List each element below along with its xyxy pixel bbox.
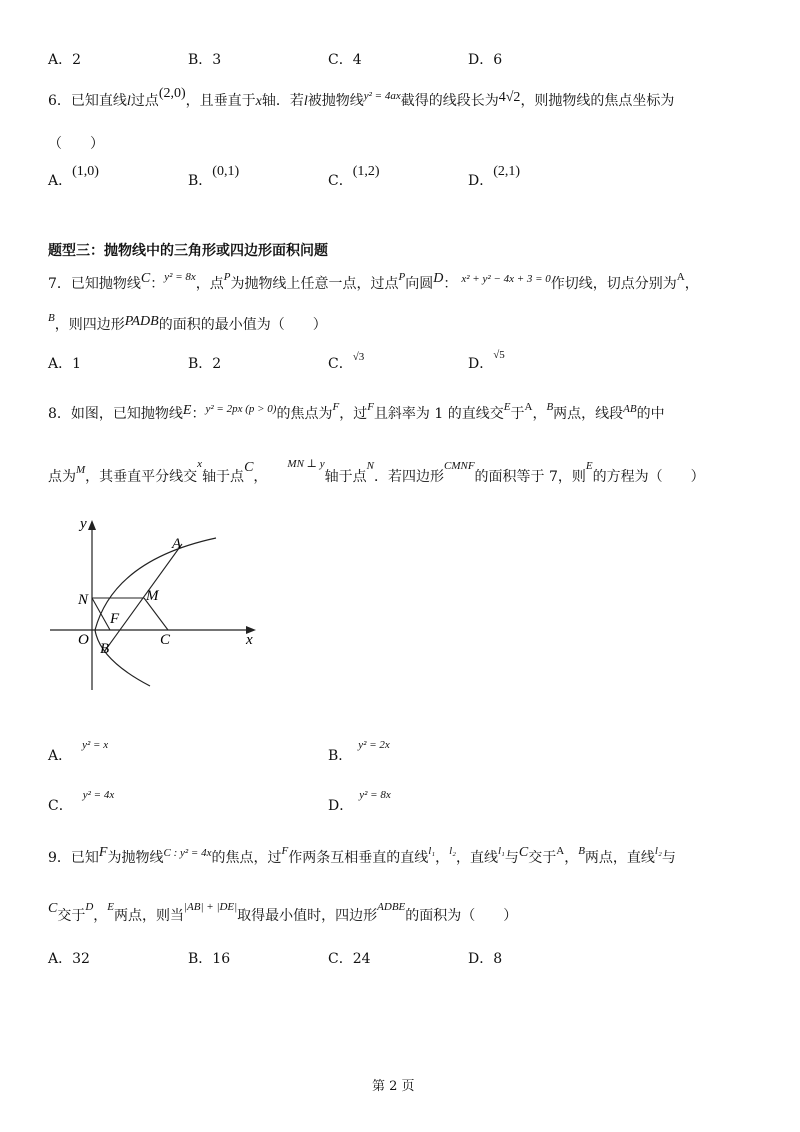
q8-stem-line1: 8．如图，已知抛物线E：$^{y^2 = 2px (p > 0)}$的焦点为$^F$，过$^F$且斜率为 1 的直线交$^E$于$^A$，$^B$两点，线段$^{AB}$的中 [48, 401, 665, 422]
q5-option-a: A．2 [48, 52, 82, 68]
q6-stem-line1: 6．已知直线l过点(2,0)，且垂直于x轴．若l被抛物线$^{y^2 = 4ax}$截得的线段长为4√2，则抛物线的焦点坐标为 [48, 86, 675, 109]
segment-nf [92, 598, 110, 630]
q8-option-d: D．$^{y^2 = 8x}$ [328, 789, 391, 814]
q9-option-b: B．16 [188, 951, 231, 967]
q6-option-a: A．(1,0) [48, 164, 99, 189]
label-m: M [146, 588, 159, 604]
q9-option-c: C．24 [328, 951, 371, 967]
q8-option-b: B．$^{y^2 = 2x}$ [328, 739, 390, 764]
q6-option-b: B．(0,1) [188, 164, 240, 189]
label-o: O [78, 632, 89, 648]
q9-stem-line2: C交于$^D$，$^E$两点，则当$^{|AB| + |DE|}$取得最小值时，四边形$^{ADBE}$的面积为（ ） [48, 901, 518, 924]
label-n: N [78, 592, 89, 608]
section-heading: 题型三：抛物线中的三角形或四边形面积问题 [48, 243, 328, 259]
q6-option-c: C．(1,2) [328, 164, 380, 189]
q7-stem-line1: 7．已知抛物线C：$^{y^2 = 8x}$，点$^P$为抛物线上任意一点，过点$^P$向圆D： $^{x^2 + y^2 - 4x + 3 = 0}$作切线，切点分别为$^A$， [48, 271, 699, 292]
q5-option-d: D．6 [468, 52, 503, 68]
q9-stem-line1: 9．已知F为抛物线$^{C : y^2 = 4x}$的焦点，过$^F$作两条互相垂直的直线$^{l_1}$，$^{l_2}$，直线$^{l_1}$与C交于$^A$，$^B$两点，直线$^{l_2}$与 [48, 845, 676, 866]
q7-option-c: C．$^{√3}$ [328, 351, 365, 372]
page-number: 第 2 页 [372, 1079, 415, 1094]
q8-stem-line2: 点为$^M$，其垂直平分线交$^x$轴于点C，$^{MN \perp y}$轴于点$^N$．若四边形$^{CMNF}$的面积等于 7，则$^E$的方程为（ ） [48, 458, 705, 485]
label-b: B [100, 641, 110, 657]
q7-option-a: A．1 [48, 356, 82, 372]
q7-option-d: D．$^{√5}$ [468, 349, 505, 372]
q5-option-b: B．3 [188, 52, 222, 68]
label-f: F [110, 611, 120, 627]
q8-option-c: C．$^{y^2 = 4x}$ [48, 789, 115, 814]
label-a: A [172, 536, 182, 552]
q8-option-a: A．$^{y^2 = x}$ [48, 739, 109, 764]
y-axis-arrow [88, 520, 96, 530]
q5-option-c: C．4 [328, 52, 362, 68]
q9-option-a: A．32 [48, 951, 90, 967]
label-y: y [80, 516, 87, 532]
label-c: C [160, 632, 171, 648]
q7-stem-line2: $^B$，则四边形PADB的面积的最小值为（ ） [48, 312, 327, 333]
q6-answer-paren: （ ） [48, 136, 104, 152]
q6-option-d: D．(2,1) [468, 164, 521, 189]
q9-option-d: D．8 [468, 951, 503, 967]
q7-option-b: B．2 [188, 356, 222, 372]
q8-figure [44, 510, 270, 696]
label-x: x [246, 632, 253, 648]
